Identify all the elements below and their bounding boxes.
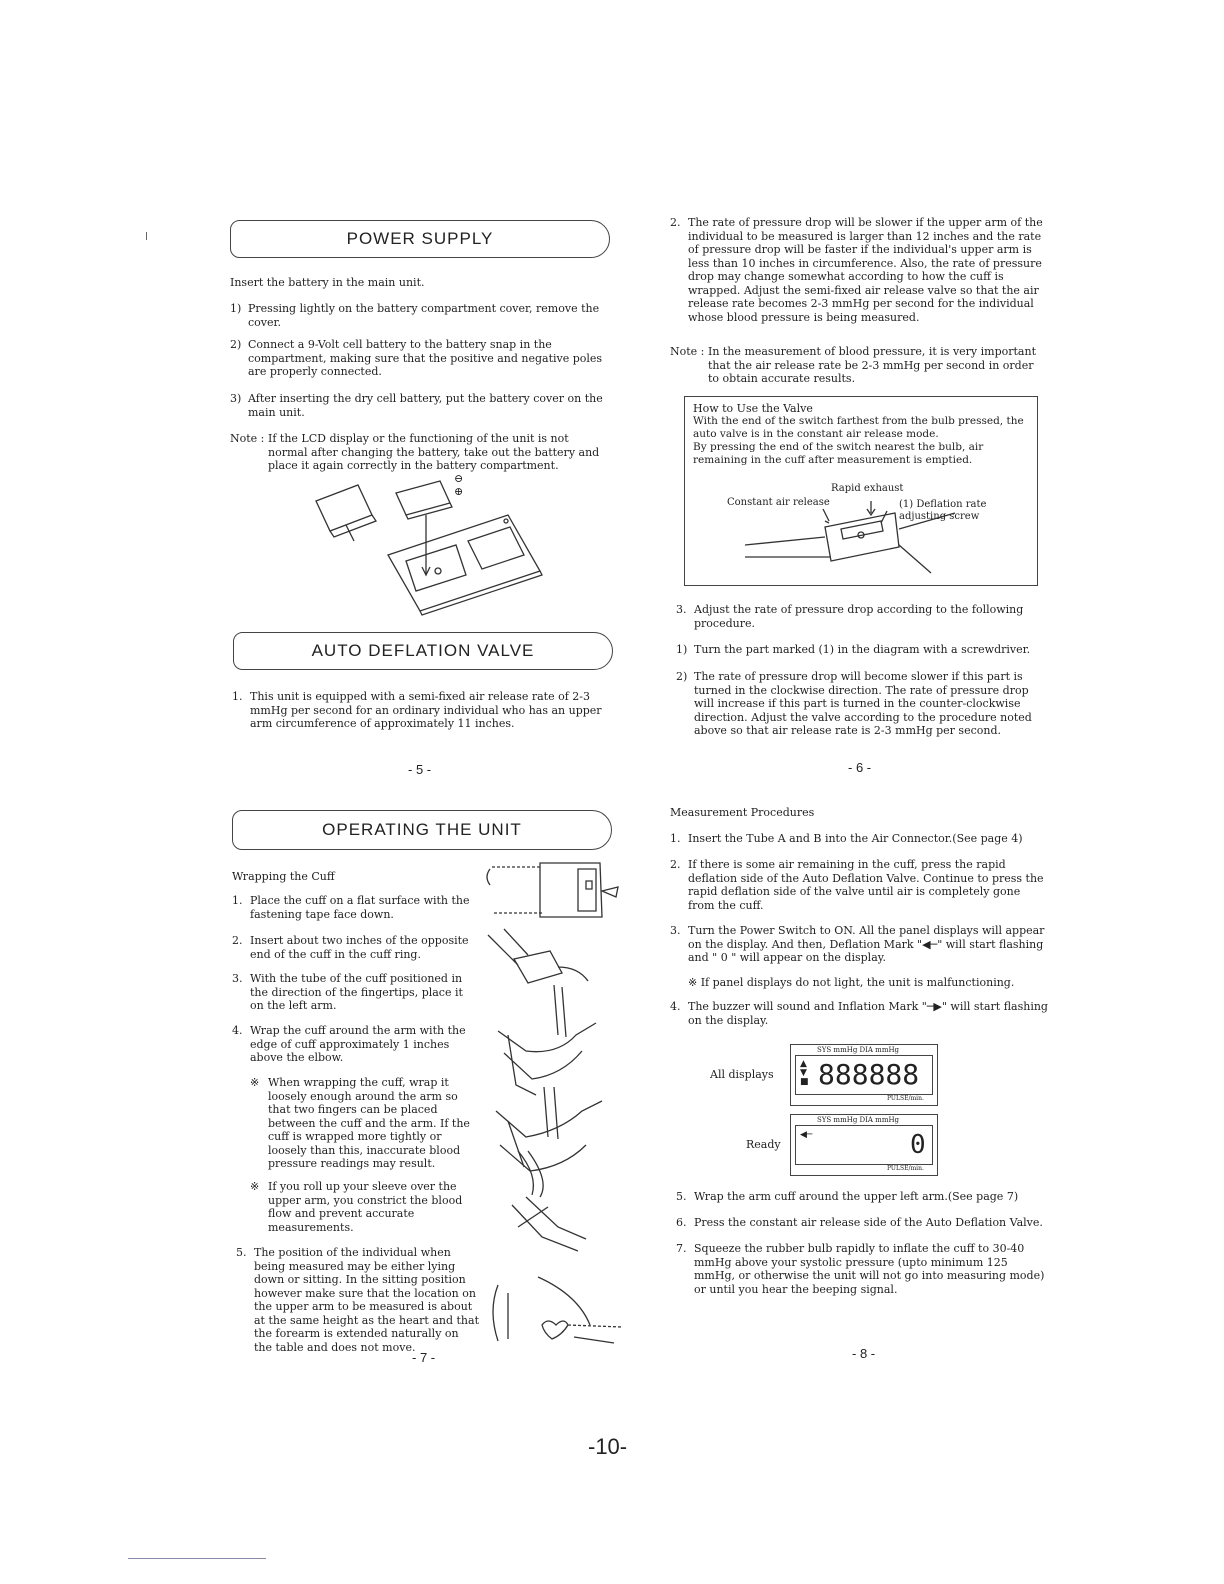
measure-step-1 bbox=[670, 832, 1050, 848]
battery-plus-symbol: ⊕ bbox=[454, 485, 464, 498]
valve-box-line-2: By pressing the end of the switch nearest the bulb, air remaining in the cuff after measurement is emptied. bbox=[693, 441, 984, 466]
label-all-displays: All displays bbox=[710, 1068, 774, 1081]
note-text: When wrapping the cuff, wrap it loosely enough around the arm so that two fingers can be placed between the cuff and the arm. If the cuff is wrapped more tightly or loosely than this, inaccurate blood pressure readings may result. bbox=[268, 1076, 470, 1170]
item-text: Adjust the rate of pressure drop according to the following procedure. bbox=[694, 603, 1024, 630]
malfunction-note: ※ If panel displays do not light, the unit is malfunctioning. bbox=[688, 976, 1015, 989]
step-number: 1) bbox=[676, 643, 688, 656]
step-number: 6. bbox=[676, 1216, 687, 1229]
page-number: -10- bbox=[588, 1434, 628, 1459]
cuff-step-5 bbox=[236, 1246, 480, 1356]
lcd-top-label: SYS mmHg DIA mmHg bbox=[817, 1116, 900, 1124]
step-text: Place the cuff on a flat surface with the fastening tape face down. bbox=[250, 894, 470, 921]
measure-step-3 bbox=[670, 924, 1050, 968]
rate-item-3 bbox=[676, 603, 1050, 633]
note-text: In the measurement of blood pressure, it is very important that the air release rate be 2-3 mmHg per second in order to obtain accurate results. bbox=[708, 345, 1036, 385]
battery-intro: Insert the battery in the main unit. bbox=[230, 276, 425, 289]
measure-step-5 bbox=[676, 1190, 1050, 1206]
item-number: 1. bbox=[232, 690, 243, 703]
step-text: With the tube of the cuff positioned in the direction of the fingertips, place it on the left arm. bbox=[250, 972, 463, 1012]
lcd-digit: 0 bbox=[910, 1130, 926, 1160]
power-step-2 bbox=[230, 338, 606, 382]
measure-step-6 bbox=[676, 1216, 1050, 1232]
step-number: 2. bbox=[232, 934, 243, 947]
valve-drawing bbox=[685, 397, 1037, 585]
page-label-8: - 8 - bbox=[852, 1346, 876, 1361]
note-mark: ※ bbox=[250, 1076, 260, 1089]
cuff-step-4 bbox=[232, 1024, 476, 1068]
note-text: If the LCD display or the functioning of the unit is not normal after changing the battery, take out the battery and place it again correctly in the battery compartment. bbox=[268, 432, 600, 472]
page-label-5: - 5 - bbox=[408, 762, 432, 777]
item-number: 3. bbox=[676, 603, 687, 616]
step-number: 1) bbox=[230, 302, 242, 315]
step-text: Wrap the cuff around the arm with the edge of cuff approximately 1 inches above the elbow. bbox=[250, 1024, 466, 1064]
power-supply-title: POWER SUPPLY bbox=[230, 220, 610, 258]
label-ready: Ready bbox=[746, 1138, 781, 1151]
step-number: 7. bbox=[676, 1242, 687, 1255]
operating-unit-title: OPERATING THE UNIT bbox=[232, 810, 612, 850]
lcd-bottom-label: PULSE/min. bbox=[887, 1165, 924, 1172]
step-number: 2) bbox=[230, 338, 242, 351]
lcd-top-label: SYS mmHg DIA mmHg bbox=[817, 1046, 900, 1054]
step-text: If there is some air remaining in the cuff, press the rapid deflation side of the Auto Deflation Valve. Continue to press the rapid deflation side of the valve until air is completely gone from the cuff. bbox=[688, 858, 1044, 912]
battery-drawing bbox=[310, 475, 550, 615]
step-number: 1. bbox=[670, 832, 681, 845]
item-text: This unit is equipped with a semi-fixed air release rate of 2-3 mmHg per second for an ordinary individual who has an upper arm circumference of approximately 11 inches. bbox=[250, 690, 602, 730]
battery-minus-symbol: ⊖ bbox=[454, 472, 464, 485]
lcd-bottom-label: PULSE/min. bbox=[887, 1095, 924, 1102]
valve-box-line-1: With the end of the switch farthest from the bulb pressed, the auto valve is in the constant air release mode. bbox=[693, 415, 1024, 440]
measure-step-4 bbox=[670, 1000, 1050, 1030]
cuff-note-1 bbox=[250, 1076, 476, 1176]
page-label-6: - 6 - bbox=[848, 760, 872, 775]
step-number: 1. bbox=[232, 894, 243, 907]
deflation-inflation-marks: ▲ ▼ ■ bbox=[800, 1059, 809, 1087]
step-number: 2. bbox=[670, 858, 681, 871]
measurement-procedures-heading: Measurement Procedures bbox=[670, 806, 815, 819]
step-text: The position of the individual when being measured may be either lying down or sitting. In the sitting position however make sure that the location on the upper arm to be measured is about at the same height as the heart and that the forearm is extended naturally on the table and does not move. bbox=[254, 1246, 479, 1354]
step-number: 5. bbox=[236, 1246, 247, 1259]
valve-item-1 bbox=[232, 690, 608, 734]
step-text: After inserting the dry cell battery, put the battery cover on the main unit. bbox=[248, 392, 603, 419]
step-number: 2) bbox=[676, 670, 688, 683]
step-text: Pressing lightly on the battery compartment cover, remove the cover. bbox=[248, 302, 600, 329]
deflation-mark-icon: ◀─ bbox=[800, 1130, 813, 1140]
step-number: 5. bbox=[676, 1190, 687, 1203]
cuff-step-1 bbox=[232, 894, 476, 924]
measure-step-2 bbox=[670, 858, 1050, 916]
auto-deflation-valve-title: AUTO DEFLATION VALVE bbox=[233, 632, 613, 670]
step-text: Squeeze the rubber bulb rapidly to inflate the cuff to 30-40 mmHg above your systolic pressure (upto minimum 125 mmHg, or otherwise the unit will not go into measuring mode) or until you hear the beeping signal. bbox=[694, 1242, 1045, 1296]
step-text: Turn the Power Switch to ON. All the panel displays will appear on the display. And then, Deflation Mark "◀─" will start flashing and " 0 " will appear on the display. bbox=[688, 924, 1045, 964]
measure-step-7 bbox=[676, 1242, 1050, 1300]
bottom-rule bbox=[128, 1558, 266, 1559]
valve-usage-box bbox=[684, 396, 1038, 586]
lcd-ready bbox=[790, 1114, 938, 1176]
wrapping-cuff-subtitle: Wrapping the Cuff bbox=[232, 870, 335, 883]
lcd-digits: 888888 bbox=[818, 1058, 920, 1091]
label-deflation-screw: (1) Deflation rate adjusting screw bbox=[899, 499, 987, 522]
cuff-wrapping-illustrations bbox=[478, 855, 638, 1355]
valve-box-title: How to Use the Valve bbox=[693, 402, 813, 415]
power-note bbox=[230, 432, 606, 476]
margin-mark bbox=[146, 232, 147, 240]
step-text: Wrap the arm cuff around the upper left arm.(See page 7) bbox=[694, 1190, 1019, 1203]
step-text: The buzzer will sound and Inflation Mark "─▶" will start flashing on the display. bbox=[688, 1000, 1048, 1027]
step-text: The rate of pressure drop will become slower if this part is turned in the clockwise direction. The rate of pressure drop will increase if this part is turned in the counter-clockwise direction. Adjust the valve according to the procedure noted above so that air release rate is 2-3 mmHg per second. bbox=[694, 670, 1032, 737]
step-text: Insert about two inches of the opposite end of the cuff in the cuff ring. bbox=[250, 934, 469, 961]
p6-note bbox=[670, 345, 1046, 389]
step-text: Turn the part marked (1) in the diagram with a screwdriver. bbox=[694, 643, 1031, 656]
step-number: 4. bbox=[232, 1024, 243, 1037]
step-text: Press the constant air release side of the Auto Deflation Valve. bbox=[694, 1216, 1043, 1229]
label-rapid-exhaust: Rapid exhaust bbox=[831, 483, 904, 494]
item-text: The rate of pressure drop will be slower if the upper arm of the individual to be measured is larger than 12 inches and the rate of pressure drop will be faster if the individual's upper arm is less than 10 inches in circumference. Also, the rate of pressure drop may change somewhat according to how the cuff is wrapped. Adjust the semi-fixed air release valve so that the air release rate becomes 2-3 mmHg per second for the individual whose blood pressure is being measured. bbox=[688, 216, 1043, 324]
step-number: 3. bbox=[232, 972, 243, 985]
rate-item-2 bbox=[670, 216, 1046, 336]
power-step-3 bbox=[230, 392, 606, 422]
note-label: Note : bbox=[230, 432, 265, 445]
label-constant-air-release: Constant air release bbox=[727, 497, 830, 508]
step-number: 4. bbox=[670, 1000, 681, 1013]
cuff-step-2 bbox=[232, 934, 476, 964]
lcd-all-displays bbox=[790, 1044, 938, 1106]
power-step-1 bbox=[230, 302, 606, 332]
battery-illustration bbox=[310, 472, 550, 615]
cuff-note-2 bbox=[250, 1180, 476, 1238]
step-text: Connect a 9-Volt cell battery to the battery snap in the compartment, making sure that the positive and negative poles are properly connected. bbox=[248, 338, 603, 378]
lcd-screen bbox=[795, 1055, 933, 1095]
step-text: Insert the Tube A and B into the Air Connector.(See page 4) bbox=[688, 832, 1023, 845]
note-label: Note : bbox=[670, 345, 705, 358]
lcd-screen bbox=[795, 1125, 933, 1165]
item-number: 2. bbox=[670, 216, 681, 229]
step-number: 3. bbox=[670, 924, 681, 937]
step-number: 3) bbox=[230, 392, 242, 405]
page-label-7: - 7 - bbox=[412, 1350, 436, 1365]
note-text: If you roll up your sleeve over the upper arm, you constrict the blood flow and prevent accurate measurements. bbox=[268, 1180, 463, 1234]
cuff-step-3 bbox=[232, 972, 476, 1016]
procedure-step-1 bbox=[676, 643, 1050, 659]
procedure-step-2 bbox=[676, 670, 1050, 752]
note-mark: ※ bbox=[250, 1180, 260, 1193]
